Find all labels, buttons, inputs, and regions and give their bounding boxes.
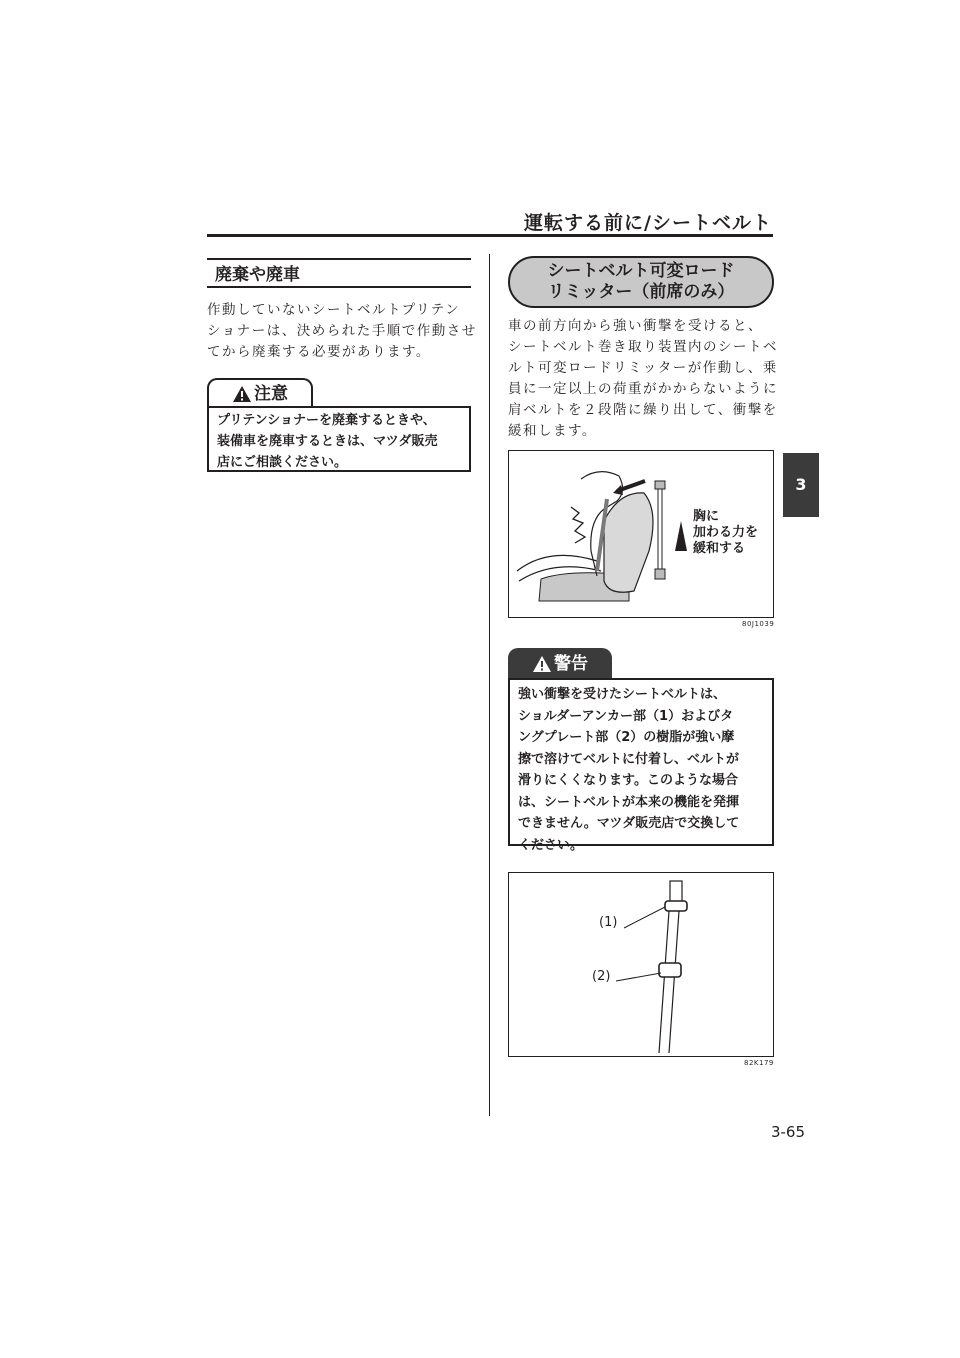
figure-code: 80J1039	[742, 620, 775, 628]
body-line: 肩ベルトを２段階に繰り出して、衝撃を	[508, 402, 778, 418]
column-divider	[489, 254, 490, 1116]
warning-line: できません。マツダ販売店で交換して	[518, 816, 740, 831]
warning-box	[508, 678, 774, 853]
figure-code: 82K179	[744, 1059, 774, 1067]
load-limiter-body	[508, 316, 783, 442]
warning-line: ください。	[518, 837, 584, 853]
body-line: 員に一定以上の荷重がかからないように	[508, 381, 778, 397]
warning-triangle-icon	[232, 385, 252, 403]
heading-line: リミッター（前席のみ）	[547, 282, 735, 302]
figure-label-line: 緩和する	[693, 541, 746, 556]
body-line: ショナーは、決められた手順で作動させ	[207, 323, 477, 339]
body-line: ルト可変ロードリミッターが作動し、乗	[508, 360, 778, 376]
body-line: シートベルト巻き取り装置内のシートベ	[508, 339, 778, 355]
warning-line: ショルダーアンカー部（1）およびタ	[518, 708, 734, 724]
caution-label-text: 注意	[254, 384, 288, 404]
caution-line: 装備車を廃車するときは、マツダ販売	[217, 434, 438, 449]
callout-1: (1)	[599, 915, 618, 930]
chapter-tab: 3	[783, 453, 819, 517]
section-heading-disposal: 廃棄や廃車	[207, 258, 471, 288]
warning-label	[508, 648, 612, 680]
warning-line: は、シートベルトが本来の機能を発揮	[518, 794, 740, 810]
figure-label	[693, 509, 758, 557]
body-line: 作動していないシートベルトプリテン	[207, 302, 461, 318]
disposal-body	[207, 300, 477, 363]
warning-triangle-icon	[532, 655, 552, 673]
caution-label	[207, 378, 313, 408]
figure-label-line: 胸に	[693, 509, 720, 524]
page-number: 3-65	[770, 1123, 805, 1141]
body-line: 緩和します。	[508, 423, 597, 439]
figure-belt-anchor	[508, 872, 774, 1057]
warning-line: 擦で溶けてベルトに付着し、ベルトが	[518, 751, 740, 767]
heading-line: シートベルト可変ロード	[547, 261, 735, 281]
body-line: てから廃棄する必要があります。	[207, 344, 431, 360]
caution-box	[207, 406, 471, 472]
figure-seatbelt-occupant	[508, 450, 774, 618]
caution-line: 店にご相談ください。	[217, 455, 348, 470]
running-header: 運転する前に/シートベルト	[524, 212, 772, 234]
figure-label-line: 加わる力を	[693, 525, 759, 540]
warning-line: 滑りにくくなります。このような場合	[518, 773, 738, 788]
body-line: 車の前方向から強い衝撃を受けると、	[508, 318, 763, 334]
warning-label-text: 警告	[554, 654, 588, 674]
caution-line: プリテンショナーを廃棄するときや、	[217, 413, 436, 428]
warning-line: ングプレート部（2）の樹脂が強い摩	[518, 730, 735, 745]
section-heading-load-limiter	[508, 256, 774, 308]
header-rule	[207, 234, 773, 237]
warning-line: 強い衝撃を受けたシートベルトは、	[518, 687, 727, 702]
belt-anchor-illustration	[509, 873, 773, 1056]
callout-2: (2)	[592, 969, 611, 984]
